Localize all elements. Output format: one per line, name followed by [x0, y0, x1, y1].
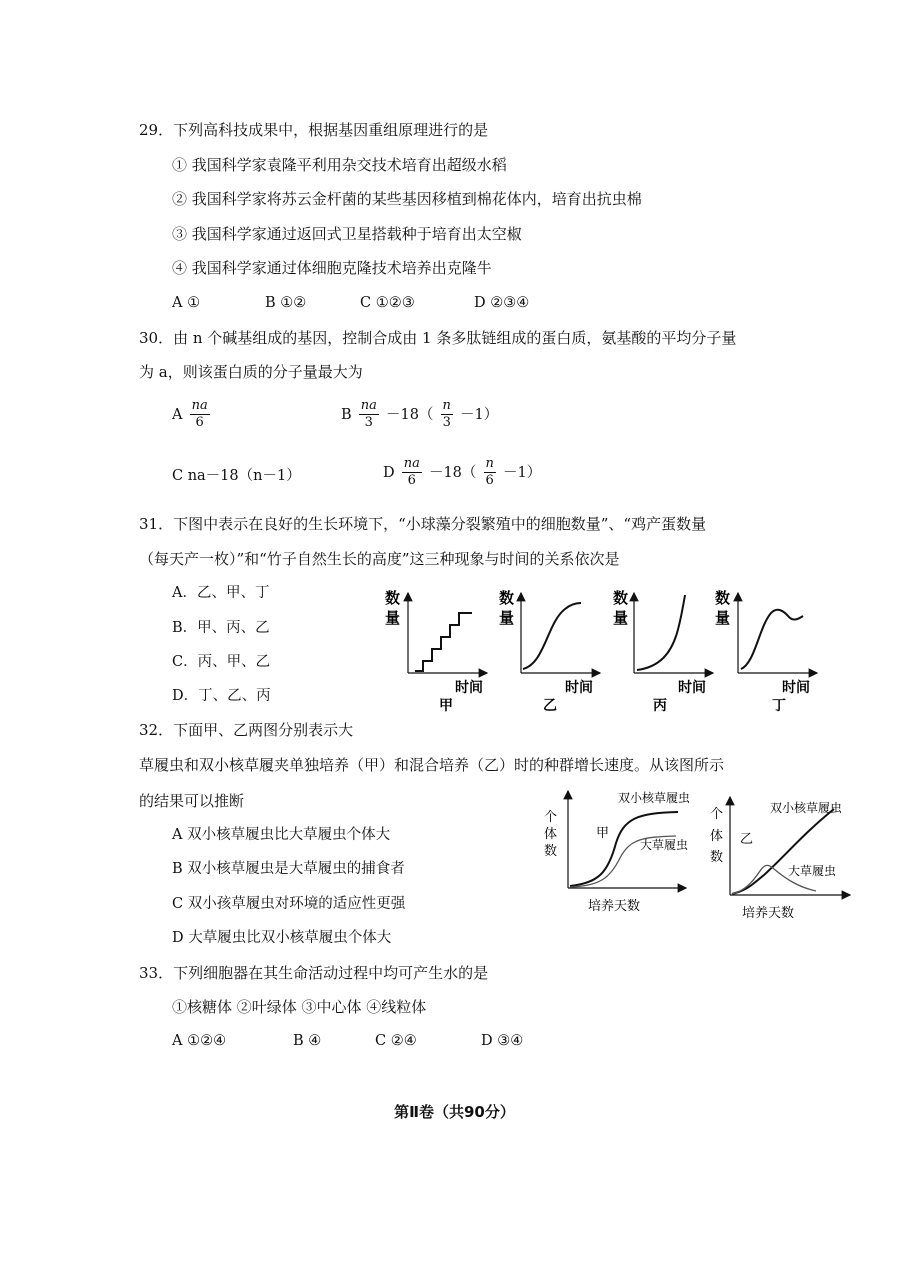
q30-option-b-tail: －1）: [459, 407, 499, 423]
q33-option-c: C ②④: [375, 1033, 417, 1049]
graph-jia-ylabel-bottom: 量: [385, 609, 401, 627]
q29-item-2: ② 我国科学家将苏云金杆菌的某些基因移植到棉花体内，培育出抗虫棉: [172, 190, 642, 208]
q30-option-d-tail: －1）: [502, 465, 542, 481]
q30-option-b-fraction2: [441, 398, 453, 431]
graph-ding-name: 丁: [772, 698, 786, 714]
q29-item-3: ③ 我国科学家通过返回式卫星搭载种于培育出太空椒: [172, 225, 522, 243]
graph-right-series1-label: 双小核草履虫: [770, 801, 843, 815]
graph-right-xlabel: 培养天数: [742, 906, 795, 921]
q31-option-a: A．乙、甲、丁: [172, 585, 270, 601]
graph-left-series1-label: 双小核草履虫: [618, 791, 691, 805]
graph-right-ylabel-3: 数: [710, 850, 724, 865]
q30-option-d-middle: －18（: [428, 465, 477, 481]
q30-option-d-fraction1: [402, 456, 422, 489]
q30-option-c: C na－18（n－1）: [172, 468, 301, 484]
graph-yi-xlabel: 时间: [565, 680, 593, 696]
q32-population-graphs: [538, 783, 858, 923]
q33-items: ①核糖体 ②叶绿体 ③中心体 ④线粒体: [172, 998, 427, 1016]
q30-option-a-label: A: [172, 407, 183, 423]
q33-option-b: B ④: [293, 1033, 322, 1049]
q31-stem-line2: （每天产一枚）”和“竹子自然生长的高度”这三种现象与时间的关系依次是: [139, 550, 620, 568]
section-title: 第Ⅱ卷（共90分）: [394, 1103, 515, 1121]
graph-jia-ylabel-top: 数: [385, 589, 401, 607]
graph-left-series2-label: 大草履虫: [640, 838, 689, 852]
graph-yi-ylabel-top: 数: [499, 589, 515, 607]
q30-option-b-numerator2: n: [442, 398, 451, 413]
q30-option-d-numerator: na: [403, 456, 420, 471]
graph-bing-xlabel: 时间: [678, 680, 706, 696]
graph-right-ylabel-1: 个: [710, 807, 724, 822]
q31-option-c: C．丙、甲、乙: [172, 654, 271, 670]
graph-jia-curve: [415, 613, 472, 671]
graph-yi-curve: [523, 603, 581, 669]
q32-stem-line1: 32．下面甲、乙两图分别表示大: [139, 721, 354, 739]
graph-jia-xlabel: 时间: [455, 680, 483, 696]
q29-option-b: B ①②: [265, 295, 307, 311]
graph-yi: [499, 589, 600, 714]
graph-bing: [613, 589, 713, 714]
q30-option-d-denominator: 6: [407, 473, 416, 488]
graph-right-ylabel-2: 体: [710, 829, 724, 844]
q30-option-b-numerator: na: [360, 398, 377, 413]
q30-option-b-middle: －18（: [385, 407, 434, 423]
q30-option-b-denominator2: 3: [442, 415, 451, 430]
graph-ding-ylabel-bottom: 量: [715, 609, 731, 627]
graph-bing-ylabel-top: 数: [613, 589, 629, 607]
graph-left-ylabel-3: 数: [544, 844, 558, 859]
graph-yi-name: 乙: [543, 698, 557, 714]
graph-ding-ylabel-top: 数: [715, 589, 731, 607]
q30-option-d-fraction2: [484, 456, 496, 489]
graph-left-ylabel-2: 体: [544, 827, 558, 842]
q32-option-d: D 大草履虫比双小核草履虫个体大: [172, 930, 392, 946]
q30-option-a-fraction: [190, 398, 210, 431]
graph-bing-name: 丙: [653, 698, 667, 714]
q30-option-b-fraction1: [359, 398, 379, 431]
q32-stem-line3: 的结果可以推断: [139, 792, 245, 810]
q31-stem-line1: 31．下图中表示在良好的生长环境下，“小球藻分裂繁殖中的细胞数量”、“鸡产蛋数量: [139, 515, 707, 533]
graph-right-series1-curve: [732, 809, 837, 894]
q30-option-b: [341, 398, 498, 431]
graph-mixed-culture: [710, 797, 850, 921]
q29-option-a: A ①: [172, 295, 201, 311]
q29-option-c: C ①②③: [360, 295, 415, 311]
q31-option-b: B．甲、丙、乙: [172, 620, 270, 636]
q33-option-a: A ①②④: [172, 1033, 227, 1049]
graph-bing-ylabel-bottom: 量: [613, 609, 629, 627]
q29-stem: 29．下列高科技成果中，根据基因重组原理进行的是: [139, 121, 489, 139]
q30-option-d-label: D: [383, 465, 395, 481]
graph-ding-curve: [741, 610, 803, 669]
q30-option-b-label: B: [341, 407, 352, 423]
q30-option-b-denominator: 3: [364, 415, 373, 430]
graph-separate-culture: [544, 790, 690, 914]
graph-right-name: 乙: [740, 832, 754, 847]
graph-left-xlabel: 培养天数: [588, 899, 641, 914]
q32-stem-line2: 草履虫和双小核草履夹单独培养（甲）和混合培养（乙）时的种群增长速度。从该图所示: [139, 756, 725, 774]
graph-right-series2-label: 大草履虫: [788, 864, 837, 878]
q30-option-a-numerator: na: [191, 398, 208, 413]
graph-bing-curve: [637, 595, 685, 670]
q30-option-d-numerator2: n: [485, 456, 494, 471]
q30-option-a-denominator: 6: [195, 415, 204, 430]
q29-item-4: ④ 我国科学家通过体细胞克隆技术培养出克隆牛: [172, 259, 492, 277]
graph-yi-ylabel-bottom: 量: [499, 609, 515, 627]
q29-option-d: D ②③④: [474, 295, 530, 311]
q30-option-d: [383, 456, 541, 489]
graph-ding-xlabel: 时间: [782, 680, 810, 696]
q33-option-d: D ③④: [481, 1033, 524, 1049]
q30-stem-line1: 30．由 n 个碱基组成的基因，控制合成由 1 条多肽链组成的蛋白质，氨基酸的平均分子量: [139, 329, 737, 347]
graph-jia-name: 甲: [439, 698, 453, 714]
q29-item-1: ① 我国科学家袁隆平利用杂交技术培育出超级水稻: [172, 156, 507, 174]
q31-option-d: D．丁、乙、丙: [172, 688, 271, 704]
q32-option-c: C 双小孩草履虫对环境的适应性更强: [172, 896, 406, 912]
graph-left-name: 甲: [596, 826, 610, 841]
q32-option-b: B 双小核草履虫是大草履虫的捕食者: [172, 861, 405, 877]
q30-option-d-denominator2: 6: [485, 473, 494, 488]
q30-stem-line2: 为 a，则该蛋白质的分子量最大为: [139, 363, 363, 381]
q32-option-a: A 双小核草履虫比大草履虫个体大: [172, 827, 391, 843]
graph-ding: [715, 589, 817, 714]
q30-option-a: [172, 398, 212, 431]
graph-left-ylabel-1: 个: [544, 810, 558, 825]
q31-growth-graphs: [375, 583, 835, 723]
graph-jia: [385, 589, 487, 714]
q33-stem: 33．下列细胞器在其生命活动过程中均可产生水的是: [139, 964, 489, 982]
